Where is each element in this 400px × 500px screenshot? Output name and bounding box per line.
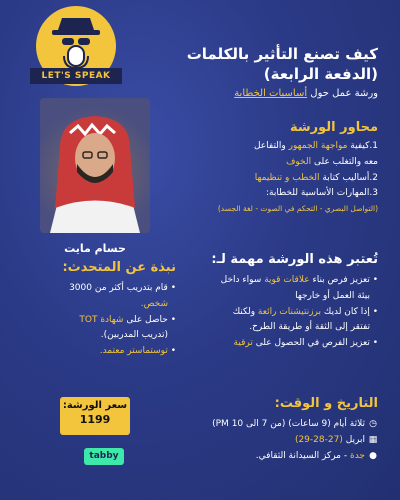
highlight: علاقات قوية xyxy=(264,275,310,285)
price-label: سعر الورشة: xyxy=(62,400,128,411)
text: حاصل على xyxy=(126,314,168,325)
speaker-photo xyxy=(40,98,150,233)
axes-heading: محاور الورشة xyxy=(289,120,378,135)
bio-list xyxy=(26,281,176,360)
axis-item-3: 3.المهارات الأساسية للخطابة: xyxy=(266,188,378,199)
axes-section xyxy=(148,120,378,215)
importance-item-1-cont: بيئة العمل أو خارجها xyxy=(295,290,370,301)
speaker-bio xyxy=(26,260,176,360)
text: والتفاعل xyxy=(253,141,286,151)
axis-item-2 xyxy=(148,171,378,187)
axis-item-1 xyxy=(148,139,378,155)
datetime-heading: التاريخ و الوقت: xyxy=(274,396,378,411)
axis-item-3-sub: (التواصل البصري - التحكم في الصوت - لغة الجسد) xyxy=(217,204,378,213)
axes-list xyxy=(148,139,378,215)
importance-item-3: • تعزيز الفرص في الحصول على ترقية xyxy=(233,338,378,348)
text: تعزيز الفرص في الحصول على xyxy=(255,338,370,348)
price-value: 1199 xyxy=(79,413,111,426)
datetime-date xyxy=(178,433,378,449)
highlight: شهادة TOT xyxy=(79,314,124,325)
highlight: جدة xyxy=(349,450,365,461)
importance-item-1: • تعزيز فرص بناء علاقات قوية سواء داخل xyxy=(220,275,378,285)
page-title: كيف تصنع التأثير بالكلمات xyxy=(186,45,378,63)
price-badge xyxy=(60,397,130,435)
speaker-name: حسام مايت xyxy=(64,242,126,255)
highlight: مواجهة الجمهور xyxy=(288,141,348,151)
text: معه والتغلب على xyxy=(313,156,378,167)
datetime-section xyxy=(178,396,378,464)
batch-label: (الدفعة الرابعة) xyxy=(263,65,378,84)
highlight: ترقية xyxy=(233,338,253,348)
importance-item-2: • إذا كان لديك برزنتيشنات رائعة ولكنك xyxy=(232,306,378,317)
headline xyxy=(128,44,378,85)
subtitle xyxy=(128,88,378,99)
subtitle-highlight: أساسيات الخطابة xyxy=(234,88,308,99)
speaker-portrait-icon xyxy=(40,98,150,233)
bio-item-1: • قام بتدريب أكثر من 3000 xyxy=(69,283,176,293)
importance-heading: تُعتبر هذه الورشة مهمة لـ: xyxy=(211,252,378,267)
importance-section xyxy=(178,252,378,352)
datetime-duration xyxy=(178,417,378,433)
calendar-icon: ▦ xyxy=(368,434,378,445)
highlight: برزنتيشنات رائعة xyxy=(257,306,322,317)
bio-item-2-cont: (تدريب المدربين). xyxy=(100,330,168,341)
highlight: توستماستر معتمد. xyxy=(99,346,168,356)
bio-item-1-cont: شخص. xyxy=(140,298,168,309)
location-pin-icon: ● xyxy=(369,450,377,461)
importance-item-2-cont: تفتقر إلى الثقة أو طريقة الطرح. xyxy=(249,322,370,333)
text: 1.كيفية xyxy=(350,141,378,151)
tabby-logo: tabby xyxy=(84,448,124,465)
datetime-location xyxy=(178,449,378,465)
bio-item-3: • توستماستر معتمد. xyxy=(99,346,176,356)
text: 2.أساليب كتابة xyxy=(322,172,378,183)
datetime-list xyxy=(178,417,378,464)
highlight: الخطب و تنظيمها xyxy=(254,172,320,183)
text: ولكنك xyxy=(232,306,256,317)
text: سواء داخل xyxy=(220,275,262,285)
subtitle-prefix: ورشة عمل حول xyxy=(310,88,378,99)
importance-list xyxy=(178,273,378,352)
text: تعزيز فرص بناء xyxy=(312,275,370,285)
highlight: الخوف xyxy=(286,156,312,167)
speaker-heading: نبذة عن المتحدث: xyxy=(62,260,176,275)
text: ثلاثة أيام (9 ساعات) (من 7 الى 10 PM) xyxy=(212,419,365,429)
text: - مركز السيدانة الثقافي. xyxy=(255,450,348,461)
text: إذا كان لديك xyxy=(323,306,370,317)
text: قام بتدريب أكثر من 3000 xyxy=(69,283,168,293)
clock-icon: ◷ xyxy=(369,419,377,429)
text: ابريل xyxy=(345,434,365,445)
highlight: (27-28-29) xyxy=(294,434,343,445)
bio-item-2: • حاصل على شهادة TOT xyxy=(79,314,176,325)
axis-item-1-cont xyxy=(148,155,378,171)
logo-text: LET'S SPEAK xyxy=(30,68,122,84)
